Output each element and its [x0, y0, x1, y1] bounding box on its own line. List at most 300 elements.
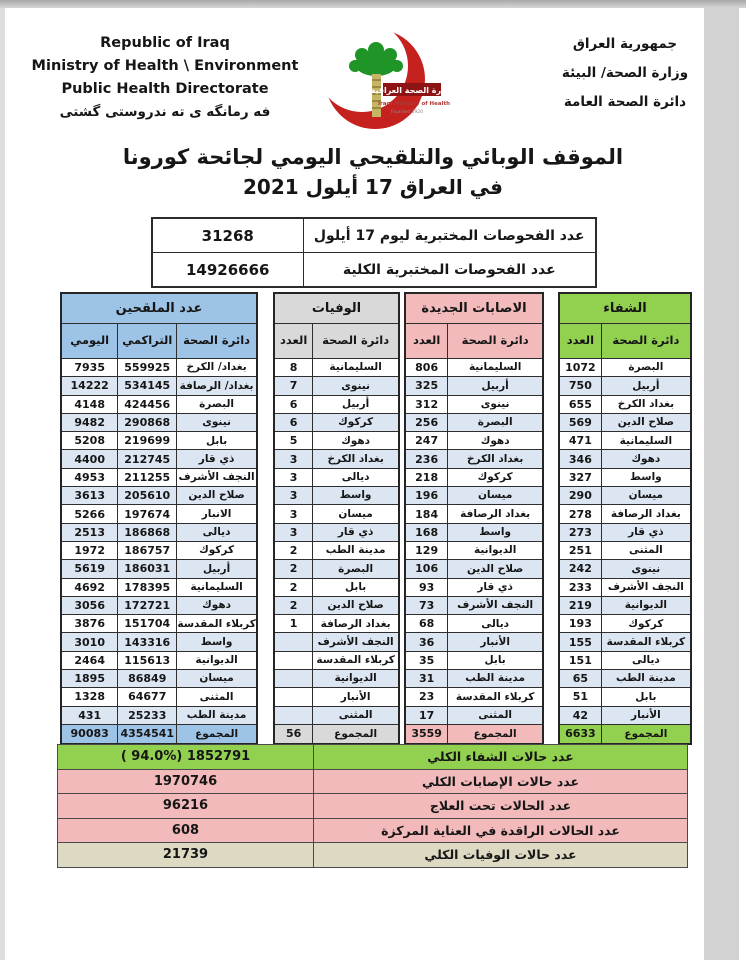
table-row: [274, 450, 399, 468]
value-cell: 233: [559, 578, 601, 596]
governorate-cell: الديوانية: [448, 541, 543, 559]
governorate-cell: ميسان: [601, 487, 691, 505]
table-total-row: [61, 724, 257, 744]
vaccinated-table-grid: [60, 292, 258, 745]
header-english-line: Ministry of Health \ Environment: [31, 58, 299, 74]
scan-edge-top: [0, 0, 746, 8]
value-cell: 68: [405, 615, 448, 633]
value-cell: 218: [405, 468, 448, 486]
header-english-line: Public Health Directorate: [61, 81, 269, 97]
value-cell: [274, 670, 313, 688]
value-cell: 327: [559, 468, 601, 486]
recovery-table: [558, 292, 692, 745]
value-cell: 151: [559, 651, 601, 669]
value-cell: 312: [405, 395, 448, 413]
value-cell: 424456: [118, 395, 177, 413]
table-row: [559, 468, 691, 486]
table-row: [405, 651, 543, 669]
table-row: [61, 505, 257, 523]
table-row: [274, 395, 399, 413]
value-cell: 212745: [118, 450, 177, 468]
deaths-table: [273, 292, 400, 745]
table-row: [559, 633, 691, 651]
report-title-line2: في العراق 17 أيلول 2021: [243, 175, 503, 199]
value-cell: 36: [405, 633, 448, 651]
header-arabic-block: [540, 30, 710, 117]
table-row: [274, 468, 399, 486]
table-row: [61, 670, 257, 688]
table-title: الاصابات الجديدة: [405, 293, 543, 324]
table-row: [61, 688, 257, 706]
value-cell: 186031: [118, 560, 177, 578]
value-cell: 64677: [118, 688, 177, 706]
value-cell: [274, 706, 313, 724]
table-row: [559, 450, 691, 468]
value-cell: 278: [559, 505, 601, 523]
value-cell: 25233: [118, 706, 177, 724]
governorate-cell: الديوانية: [313, 670, 399, 688]
value-cell: 3: [274, 505, 313, 523]
header-arabic-line: دائرة الصحة العامة: [563, 94, 687, 110]
governorate-cell: البصرة: [313, 560, 399, 578]
governorate-cell: السليمانية: [448, 359, 543, 377]
table-row: [559, 505, 691, 523]
value-cell: 196: [405, 487, 448, 505]
value-cell: 325: [405, 377, 448, 395]
table-row: [274, 688, 399, 706]
value-cell: 2: [274, 578, 313, 596]
value-cell: 2513: [61, 523, 118, 541]
header-kurdish-line: فه رمانگه ی ته ندروستی گشتی: [59, 104, 271, 120]
table-row: [405, 432, 543, 450]
governorate-cell: السليمانية: [313, 359, 399, 377]
table-total-row: [274, 724, 399, 744]
value-cell: 559925: [118, 359, 177, 377]
governorate-cell: واسط: [313, 487, 399, 505]
governorate-cell: صلاح الدين: [448, 560, 543, 578]
value-cell: 193: [559, 615, 601, 633]
value-cell: 2: [274, 596, 313, 614]
summary-row-total-deaths: [58, 843, 688, 868]
table-header-row: [274, 324, 399, 359]
governorate-cell: كربلاء المقدسة: [177, 615, 257, 633]
report-title: [60, 142, 686, 202]
governorate-cell: البصرة: [601, 359, 691, 377]
governorate-cell: المثنى: [177, 688, 257, 706]
value-cell: 6: [274, 395, 313, 413]
tests-total-value: 14926666: [152, 253, 303, 288]
header-english-block: [22, 32, 308, 124]
summary-label: عدد الحالات الراقدة في العناية المركزة: [314, 818, 688, 843]
governorate-cell: بغداد/ الرصافة: [177, 377, 257, 395]
table-row: [405, 596, 543, 614]
governorate-cell: بابل: [177, 432, 257, 450]
governorate-cell: بغداد الرصافة: [313, 615, 399, 633]
summary-label: عدد حالات الإصابات الكلي: [314, 769, 688, 794]
value-cell: 251: [559, 541, 601, 559]
value-cell: 1972: [61, 541, 118, 559]
table-row: [61, 395, 257, 413]
governorate-cell: ديالى: [448, 615, 543, 633]
value-cell: 151704: [118, 615, 177, 633]
table-row: [405, 706, 543, 724]
table-title-row: [274, 293, 399, 324]
table-row: [405, 541, 543, 559]
table-row: [559, 670, 691, 688]
table-row: [274, 413, 399, 431]
value-cell: 219699: [118, 432, 177, 450]
table-row: [405, 377, 543, 395]
column-header: العدد: [274, 324, 313, 359]
summary-row-total-cases: [58, 769, 688, 794]
table-row: [61, 468, 257, 486]
table-total-row: [405, 724, 543, 744]
governorate-cell: المثنى: [448, 706, 543, 724]
value-cell: 73: [405, 596, 448, 614]
value-cell: 7: [274, 377, 313, 395]
total-cell: المجموع: [313, 724, 399, 744]
governorate-cell: بابل: [601, 688, 691, 706]
table-row: [559, 413, 691, 431]
value-cell: 3: [274, 487, 313, 505]
value-cell: 247: [405, 432, 448, 450]
table-row: [405, 633, 543, 651]
value-cell: 23: [405, 688, 448, 706]
table-row: [559, 377, 691, 395]
table-header-row: [61, 324, 257, 359]
table-row: [559, 359, 691, 377]
summary-label: عدد الحالات تحت العلاج: [314, 794, 688, 819]
table-row: [405, 359, 543, 377]
governorate-cell: الأنبار: [601, 706, 691, 724]
value-cell: 186868: [118, 523, 177, 541]
table-row: [559, 560, 691, 578]
governorate-cell: ذي قار: [448, 578, 543, 596]
table-row: [61, 413, 257, 431]
value-cell: 2464: [61, 651, 118, 669]
value-cell: 3056: [61, 596, 118, 614]
value-cell: 4148: [61, 395, 118, 413]
totals-summary-table: [57, 744, 688, 868]
value-cell: 35: [405, 651, 448, 669]
governorate-cell: السليمانية: [177, 578, 257, 596]
summary-value: 1970746: [58, 769, 314, 794]
value-cell: 5: [274, 432, 313, 450]
table-row: [61, 633, 257, 651]
table-row: [274, 560, 399, 578]
value-cell: 431: [61, 706, 118, 724]
table-row: [559, 541, 691, 559]
summary-label: عدد حالات الشفاء الكلي: [314, 745, 688, 770]
table-row: [61, 450, 257, 468]
total-cell: المجموع: [448, 724, 543, 744]
table-row: [274, 670, 399, 688]
governorate-cell: ميسان: [177, 670, 257, 688]
governorate-cell: مدينة الطب: [601, 670, 691, 688]
governorate-cell: نينوى: [177, 413, 257, 431]
value-cell: 51: [559, 688, 601, 706]
governorate-cell: النجف الأشرف: [448, 596, 543, 614]
value-cell: 14222: [61, 377, 118, 395]
total-cell: 56: [274, 724, 313, 744]
value-cell: 211255: [118, 468, 177, 486]
value-cell: 1: [274, 615, 313, 633]
value-cell: 205610: [118, 487, 177, 505]
value-cell: 17: [405, 706, 448, 724]
value-cell: 256: [405, 413, 448, 431]
scan-edge-left: [0, 8, 5, 960]
value-cell: 273: [559, 523, 601, 541]
column-header: التراكمي: [118, 324, 177, 359]
summary-value: 21739: [58, 843, 314, 868]
table-title: الوفيات: [274, 293, 399, 324]
value-cell: 534145: [118, 377, 177, 395]
governorate-cell: دهوك: [601, 450, 691, 468]
svg-text:Iraqi Ministry of Health: Iraqi Ministry of Health: [377, 101, 451, 107]
table-row: [405, 670, 543, 688]
governorate-cell: الديوانية: [601, 596, 691, 614]
table-row: [559, 487, 691, 505]
table-row: [61, 578, 257, 596]
governorate-cell: دهوك: [313, 432, 399, 450]
governorate-cell: كركوك: [313, 413, 399, 431]
value-cell: 2: [274, 541, 313, 559]
governorate-cell: أربيل: [448, 377, 543, 395]
governorate-cell: أربيل: [313, 395, 399, 413]
table-row: [405, 523, 543, 541]
scan-edge-right: [704, 8, 739, 960]
table-row: [559, 523, 691, 541]
value-cell: 346: [559, 450, 601, 468]
governorate-cell: صلاح الدين: [177, 487, 257, 505]
value-cell: 655: [559, 395, 601, 413]
governorate-cell: مدينة الطب: [448, 670, 543, 688]
table-row: [274, 706, 399, 724]
governorate-cell: بغداد الكرخ: [313, 450, 399, 468]
value-cell: 115613: [118, 651, 177, 669]
value-cell: 129: [405, 541, 448, 559]
governorate-cell: كركوك: [448, 468, 543, 486]
table-row: [274, 615, 399, 633]
summary-row-under-treatment: [58, 794, 688, 819]
value-cell: 168: [405, 523, 448, 541]
governorate-cell: نينوى: [448, 395, 543, 413]
value-cell: 1328: [61, 688, 118, 706]
value-cell: 3010: [61, 633, 118, 651]
governorate-cell: ديالى: [177, 523, 257, 541]
summary-row-total-recoveries: [58, 745, 688, 770]
table-row: [61, 523, 257, 541]
table-row: [559, 432, 691, 450]
governorate-cell: ديالى: [313, 468, 399, 486]
governorate-cell: دهوك: [177, 596, 257, 614]
governorate-cell: الأنبار: [448, 633, 543, 651]
value-cell: 186757: [118, 541, 177, 559]
table-row: [61, 377, 257, 395]
table-row: [559, 651, 691, 669]
vaccinated-table: [60, 292, 258, 745]
table-row: [61, 560, 257, 578]
value-cell: [274, 633, 313, 651]
value-cell: 42: [559, 706, 601, 724]
table-row: [559, 615, 691, 633]
ministry-of-health-logo-icon: [303, 22, 453, 136]
value-cell: 290868: [118, 413, 177, 431]
table-row: [274, 377, 399, 395]
governorate-cell: الديوانية: [177, 651, 257, 669]
value-cell: 290: [559, 487, 601, 505]
value-cell: [274, 651, 313, 669]
governorate-cell: ذي قار: [313, 523, 399, 541]
governorate-cell: ديالى: [601, 651, 691, 669]
column-header: العدد: [559, 324, 601, 359]
total-cell: 6633: [559, 724, 601, 744]
value-cell: 178395: [118, 578, 177, 596]
governorate-cell: السليمانية: [601, 432, 691, 450]
value-cell: 3: [274, 468, 313, 486]
table-row: [405, 688, 543, 706]
value-cell: 750: [559, 377, 601, 395]
new-cases-table: [404, 292, 544, 745]
column-header: العدد: [405, 324, 448, 359]
table-title-row: [61, 293, 257, 324]
governorate-cell: المثنى: [313, 706, 399, 724]
table-row: [61, 651, 257, 669]
value-cell: 106: [405, 560, 448, 578]
governorate-cell: دهوك: [448, 432, 543, 450]
table-row: [274, 359, 399, 377]
table-row: [274, 633, 399, 651]
column-header: دائرة الصحة: [448, 324, 543, 359]
table-row: [405, 468, 543, 486]
summary-label: عدد حالات الوفيات الكلي: [314, 843, 688, 868]
svg-text:وزارة الصحة العراقية: وزارة الصحة العراقية: [370, 86, 453, 95]
value-cell: 242: [559, 560, 601, 578]
column-header: دائرة الصحة: [601, 324, 691, 359]
table-row: [61, 432, 257, 450]
value-cell: 4692: [61, 578, 118, 596]
governorate-cell: ميسان: [313, 505, 399, 523]
governorate-cell: ذي قار: [601, 523, 691, 541]
value-cell: 5619: [61, 560, 118, 578]
value-cell: [274, 688, 313, 706]
summary-value: 96216: [58, 794, 314, 819]
governorate-cell: النجف الأشرف: [601, 578, 691, 596]
total-cell: 4354541: [118, 724, 177, 744]
cases-table-grid: [404, 292, 544, 745]
value-cell: 3876: [61, 615, 118, 633]
governorate-cell: مدينة الطب: [313, 541, 399, 559]
table-row: [405, 395, 543, 413]
governorate-cell: كربلاء المقدسة: [313, 651, 399, 669]
summary-value: ( 94.0%) 1852791: [58, 745, 314, 770]
governorate-cell: كركوك: [601, 615, 691, 633]
table-row: [559, 578, 691, 596]
governorate-cell: بابل: [313, 578, 399, 596]
deaths-table-grid: [273, 292, 400, 745]
value-cell: 172721: [118, 596, 177, 614]
table-row: [274, 596, 399, 614]
governorate-cell: نينوى: [313, 377, 399, 395]
value-cell: 219: [559, 596, 601, 614]
value-cell: 236: [405, 450, 448, 468]
table-row: [274, 487, 399, 505]
column-header: دائرة الصحة: [313, 324, 399, 359]
table-header-row: [405, 324, 543, 359]
tests-daily-value: 31268: [152, 218, 303, 253]
table-row: [152, 218, 596, 253]
value-cell: 471: [559, 432, 601, 450]
table-row: [405, 487, 543, 505]
value-cell: 806: [405, 359, 448, 377]
summary-row-icu: [58, 818, 688, 843]
table-row: [274, 523, 399, 541]
total-cell: المجموع: [601, 724, 691, 744]
table-row: [61, 615, 257, 633]
total-cell: المجموع: [177, 724, 257, 744]
value-cell: 31: [405, 670, 448, 688]
governorate-cell: الأنبار: [313, 688, 399, 706]
total-cell: 3559: [405, 724, 448, 744]
value-cell: 143316: [118, 633, 177, 651]
governorate-cell: كربلاء المقدسة: [601, 633, 691, 651]
governorate-cell: نينوى: [601, 560, 691, 578]
table-row: [61, 541, 257, 559]
header-english-line: Republic of Iraq: [100, 35, 230, 51]
table-row: [274, 651, 399, 669]
governorate-cell: النجف الأشرف: [177, 468, 257, 486]
value-cell: 4953: [61, 468, 118, 486]
table-row: [405, 615, 543, 633]
table-row: [559, 395, 691, 413]
svg-text:Founded 1920: Founded 1920: [390, 110, 424, 115]
value-cell: 7935: [61, 359, 118, 377]
governorate-cell: بغداد/ الكرخ: [177, 359, 257, 377]
value-cell: 155: [559, 633, 601, 651]
value-cell: 4400: [61, 450, 118, 468]
governorate-cell: ميسان: [448, 487, 543, 505]
table-row: [274, 432, 399, 450]
tests-daily-label: عدد الفحوصات المختبرية ليوم 17 أيلول: [303, 218, 596, 253]
table-row: [405, 413, 543, 431]
value-cell: 197674: [118, 505, 177, 523]
table-row: [559, 688, 691, 706]
summary-value: 608: [58, 818, 314, 843]
table-row: [61, 359, 257, 377]
table-row: [559, 706, 691, 724]
header-arabic-line: جمهورية العراق: [572, 36, 678, 52]
table-row: [152, 253, 596, 288]
governorate-cell: واسط: [601, 468, 691, 486]
governorate-cell: كركوك: [177, 541, 257, 559]
table-title-row: [405, 293, 543, 324]
value-cell: 3: [274, 450, 313, 468]
value-cell: 569: [559, 413, 601, 431]
value-cell: 6: [274, 413, 313, 431]
table-title: الشفاء: [559, 293, 691, 324]
value-cell: 65: [559, 670, 601, 688]
governorate-cell: ذي قار: [177, 450, 257, 468]
governorate-cell: بغداد الكرخ: [448, 450, 543, 468]
table-row: [274, 578, 399, 596]
report-title-line1: الموقف الوبائي والتلقيحي اليومي لجائحة كورونا: [122, 145, 624, 169]
value-cell: 9482: [61, 413, 118, 431]
value-cell: 1072: [559, 359, 601, 377]
value-cell: 3: [274, 523, 313, 541]
value-cell: 8: [274, 359, 313, 377]
governorate-cell: بابل: [448, 651, 543, 669]
value-cell: 184: [405, 505, 448, 523]
